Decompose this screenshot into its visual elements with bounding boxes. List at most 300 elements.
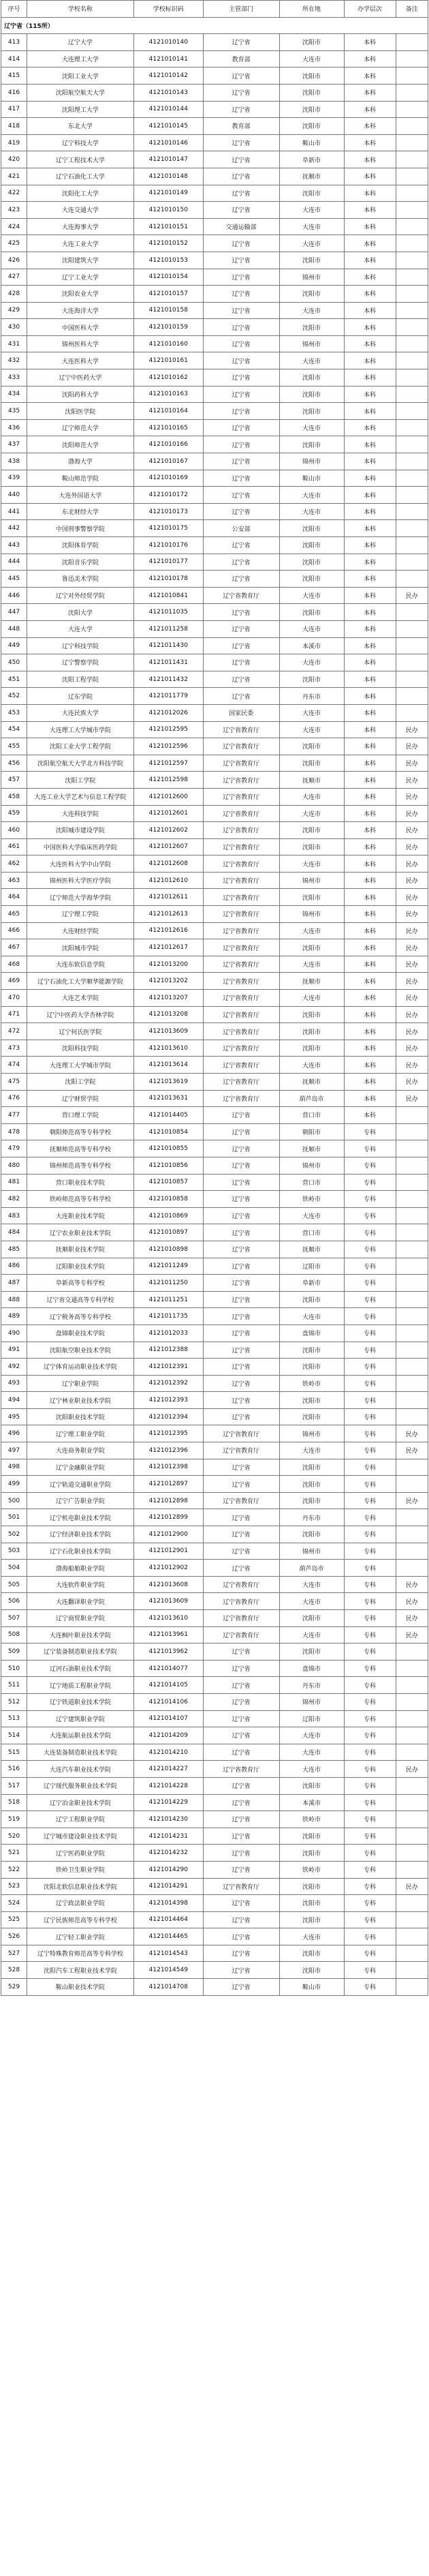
cell-school-code: 4121010159 — [133, 319, 203, 336]
cell-remark: 民办 — [396, 1023, 428, 1040]
header-department: 主管部门 — [203, 1, 279, 18]
cell-remark — [396, 1693, 428, 1710]
cell-school-name: 辽宁广告职业学院 — [27, 1492, 134, 1509]
table-row — [1, 1492, 428, 1509]
cell-level: 专科 — [344, 1911, 396, 1928]
cell-remark — [396, 1744, 428, 1761]
cell-school-name: 辽宁科技学院 — [27, 637, 134, 654]
cell-school-name: 大连艺术学院 — [27, 990, 134, 1007]
cell-remark — [396, 1928, 428, 1945]
cell-index: 422 — [1, 185, 27, 202]
cell-school-name: 沈阳工程学院 — [27, 671, 134, 688]
cell-department: 辽宁省 — [203, 1560, 279, 1577]
cell-department: 辽宁省教育厅 — [203, 1626, 279, 1643]
cell-location: 锦州市 — [279, 872, 344, 889]
cell-school-code: 4121012026 — [133, 704, 203, 721]
cell-remark — [396, 688, 428, 705]
cell-department: 辽宁省 — [203, 1811, 279, 1828]
cell-remark — [396, 335, 428, 352]
cell-location: 营口市 — [279, 1107, 344, 1124]
cell-location: 沈阳市 — [279, 319, 344, 336]
cell-location: 沈阳市 — [279, 889, 344, 906]
cell-department: 辽宁省 — [203, 470, 279, 487]
cell-index: 413 — [1, 34, 27, 51]
cell-department: 辽宁省 — [203, 1459, 279, 1476]
table-row — [1, 436, 428, 453]
cell-index: 450 — [1, 654, 27, 671]
cell-index: 500 — [1, 1492, 27, 1509]
cell-level: 专科 — [344, 1425, 396, 1442]
cell-department: 辽宁省 — [203, 1476, 279, 1493]
cell-department: 辽宁省教育厅 — [203, 1492, 279, 1509]
cell-level: 本科 — [344, 84, 396, 101]
cell-level: 专科 — [344, 1560, 396, 1577]
cell-school-code: 4121010147 — [133, 151, 203, 168]
cell-department: 辽宁省 — [203, 487, 279, 504]
cell-index: 494 — [1, 1392, 27, 1409]
cell-remark — [396, 1945, 428, 1962]
cell-level: 本科 — [344, 419, 396, 436]
cell-department: 辽宁省 — [203, 1308, 279, 1325]
cell-level: 专科 — [344, 1275, 396, 1292]
cell-level: 专科 — [344, 1693, 396, 1710]
cell-remark: 民办 — [396, 1878, 428, 1895]
cell-index: 473 — [1, 1040, 27, 1057]
cell-school-code: 4121010163 — [133, 386, 203, 403]
cell-level: 专科 — [344, 1459, 396, 1476]
cell-location: 葫芦岛市 — [279, 1560, 344, 1577]
table-row — [1, 1006, 428, 1023]
cell-index: 429 — [1, 302, 27, 319]
cell-school-name: 辽宁金融职业学院 — [27, 1459, 134, 1476]
cell-location: 盘锦市 — [279, 1324, 344, 1342]
cell-level: 本科 — [344, 151, 396, 168]
cell-school-code: 4121014290 — [133, 1861, 203, 1878]
cell-level: 专科 — [344, 1744, 396, 1761]
cell-location: 沈阳市 — [279, 939, 344, 956]
cell-school-code: 4121010150 — [133, 202, 203, 219]
cell-school-code: 4121013608 — [133, 1576, 203, 1593]
cell-school-code: 4121012595 — [133, 721, 203, 738]
cell-location: 沈阳市 — [279, 1911, 344, 1928]
cell-school-code: 4121013610 — [133, 1610, 203, 1627]
cell-school-code: 4121014227 — [133, 1761, 203, 1778]
cell-school-name: 辽宁机电职业技术学院 — [27, 1509, 134, 1526]
cell-index: 417 — [1, 101, 27, 118]
cell-level: 专科 — [344, 1174, 396, 1191]
table-row — [1, 1157, 428, 1174]
cell-remark — [396, 1677, 428, 1694]
table-row — [1, 637, 428, 654]
cell-location: 朝阳市 — [279, 1123, 344, 1140]
cell-school-code: 4121010177 — [133, 554, 203, 571]
cell-remark — [396, 1911, 428, 1928]
cell-school-code: 4121014077 — [133, 1660, 203, 1677]
cell-school-name: 沈阳航空职业技术学院 — [27, 1342, 134, 1359]
cell-school-code: 4121013609 — [133, 1593, 203, 1610]
cell-remark — [396, 1660, 428, 1677]
cell-department: 辽宁省 — [203, 537, 279, 554]
cell-school-name: 营口职业技术学院 — [27, 1174, 134, 1191]
cell-index: 438 — [1, 453, 27, 470]
cell-remark — [396, 34, 428, 51]
cell-location: 沈阳市 — [279, 1040, 344, 1057]
cell-level: 本科 — [344, 671, 396, 688]
cell-index: 433 — [1, 369, 27, 387]
table-row — [1, 1928, 428, 1945]
table-row — [1, 369, 428, 387]
cell-index: 514 — [1, 1727, 27, 1744]
cell-location: 大连市 — [279, 620, 344, 637]
cell-location: 锦州市 — [279, 453, 344, 470]
cell-remark — [396, 1560, 428, 1577]
table-row — [1, 1710, 428, 1727]
cell-department: 辽宁省 — [203, 235, 279, 252]
cell-school-name: 大连职业技术学院 — [27, 1207, 134, 1224]
cell-remark: 民办 — [396, 1576, 428, 1593]
cell-school-name: 辽宁农业职业技术学院 — [27, 1224, 134, 1241]
cell-school-name: 沈阳体育学院 — [27, 537, 134, 554]
cell-department: 辽宁省 — [203, 1828, 279, 1845]
cell-department: 辽宁省 — [203, 419, 279, 436]
cell-index: 498 — [1, 1459, 27, 1476]
cell-index: 468 — [1, 956, 27, 973]
cell-department: 辽宁省 — [203, 335, 279, 352]
cell-location: 营口市 — [279, 1174, 344, 1191]
cell-school-code: 4121012600 — [133, 788, 203, 805]
cell-remark — [396, 67, 428, 85]
cell-school-name: 辽宁商贸职业学院 — [27, 1610, 134, 1627]
cell-school-name: 鞍山职业技术学院 — [27, 1979, 134, 1996]
cell-remark: 民办 — [396, 1074, 428, 1091]
cell-location: 锦州市 — [279, 1425, 344, 1442]
cell-school-code: 4121010166 — [133, 436, 203, 453]
cell-index: 428 — [1, 286, 27, 303]
cell-index: 457 — [1, 772, 27, 789]
cell-school-name: 锦州师范高等专科学校 — [27, 1157, 134, 1174]
cell-remark — [396, 50, 428, 67]
cell-school-code: 4121010141 — [133, 50, 203, 67]
cell-location: 鞍山市 — [279, 134, 344, 151]
cell-remark — [396, 1476, 428, 1493]
table-row — [1, 721, 428, 738]
cell-school-code: 4121013207 — [133, 990, 203, 1007]
cell-school-code: 4121014210 — [133, 1744, 203, 1761]
cell-school-name: 沈阳工业大学工程学院 — [27, 738, 134, 755]
cell-index: 442 — [1, 520, 27, 537]
cell-school-name: 辽宁轻工职业学院 — [27, 1928, 134, 1945]
cell-remark — [396, 1710, 428, 1727]
cell-school-name: 辽宁冶金职业技术学院 — [27, 1794, 134, 1811]
cell-location: 沈阳市 — [279, 101, 344, 118]
cell-index: 445 — [1, 571, 27, 588]
cell-index: 472 — [1, 1023, 27, 1040]
cell-department: 辽宁省 — [203, 1710, 279, 1727]
table-row — [1, 939, 428, 956]
cell-school-code: 4121012607 — [133, 838, 203, 855]
cell-school-code: 4121010857 — [133, 1174, 203, 1191]
cell-school-code: 4121010151 — [133, 218, 203, 235]
cell-location: 阜新市 — [279, 151, 344, 168]
cell-department: 辽宁省 — [203, 637, 279, 654]
cell-level: 专科 — [344, 1359, 396, 1376]
cell-school-code: 4121014105 — [133, 1677, 203, 1694]
cell-location: 沈阳市 — [279, 755, 344, 772]
cell-level: 本科 — [344, 772, 396, 789]
cell-location: 抚顺市 — [279, 1140, 344, 1157]
table-row — [1, 872, 428, 889]
cell-school-name: 大连医科大学 — [27, 352, 134, 369]
cell-index: 448 — [1, 620, 27, 637]
cell-index: 451 — [1, 671, 27, 688]
cell-school-code: 4121011430 — [133, 637, 203, 654]
cell-location: 大连市 — [279, 218, 344, 235]
table-row — [1, 1895, 428, 1912]
cell-school-code: 4121012898 — [133, 1492, 203, 1509]
table-row — [1, 554, 428, 571]
table-row — [1, 1324, 428, 1342]
cell-remark — [396, 252, 428, 269]
cell-department: 辽宁省教育厅 — [203, 721, 279, 738]
table-row — [1, 1174, 428, 1191]
cell-index: 481 — [1, 1174, 27, 1191]
cell-school-code: 4121012902 — [133, 1560, 203, 1577]
cell-department: 辽宁省教育厅 — [203, 990, 279, 1007]
cell-location: 沈阳市 — [279, 34, 344, 51]
cell-school-name: 大连理工大学 — [27, 50, 134, 67]
cell-remark — [396, 1258, 428, 1275]
cell-school-code: 4121010841 — [133, 587, 203, 604]
cell-department: 辽宁省 — [203, 1526, 279, 1543]
cell-department: 辽宁省 — [203, 134, 279, 151]
cell-department: 辽宁省 — [203, 1241, 279, 1258]
cell-school-code: 4121010855 — [133, 1140, 203, 1157]
table-row — [1, 922, 428, 939]
cell-remark — [396, 386, 428, 403]
cell-level: 专科 — [344, 1861, 396, 1878]
cell-location: 锦州市 — [279, 906, 344, 923]
cell-level: 本科 — [344, 386, 396, 403]
cell-department: 辽宁省 — [203, 688, 279, 705]
cell-school-code: 4121011249 — [133, 1258, 203, 1275]
cell-department: 辽宁省 — [203, 671, 279, 688]
cell-school-name: 大连商务职业学院 — [27, 1442, 134, 1459]
cell-level: 本科 — [344, 1057, 396, 1074]
cell-index: 509 — [1, 1643, 27, 1661]
cell-location: 大连市 — [279, 1744, 344, 1761]
cell-index: 516 — [1, 1761, 27, 1778]
cell-school-code: 4121010145 — [133, 118, 203, 135]
cell-index: 421 — [1, 168, 27, 185]
cell-school-code: 4121010856 — [133, 1157, 203, 1174]
table-row — [1, 1408, 428, 1425]
cell-remark: 民办 — [396, 855, 428, 873]
cell-remark: 民办 — [396, 1610, 428, 1627]
cell-location: 大连市 — [279, 235, 344, 252]
cell-remark — [396, 1459, 428, 1476]
cell-index: 464 — [1, 889, 27, 906]
cell-remark — [396, 1342, 428, 1359]
cell-school-code: 4121010140 — [133, 34, 203, 51]
cell-location: 沈阳市 — [279, 1777, 344, 1794]
cell-remark — [396, 1107, 428, 1124]
cell-remark: 民办 — [396, 1040, 428, 1057]
cell-school-name: 沈阳航空航天大学 — [27, 84, 134, 101]
cell-school-code: 4121010897 — [133, 1224, 203, 1241]
cell-school-name: 大连工业大学 — [27, 235, 134, 252]
cell-remark: 民办 — [396, 939, 428, 956]
cell-location: 大连市 — [279, 352, 344, 369]
cell-level: 专科 — [344, 1610, 396, 1627]
cell-school-name: 铁岭师范高等专科学校 — [27, 1191, 134, 1208]
table-row — [1, 470, 428, 487]
cell-level: 专科 — [344, 1727, 396, 1744]
cell-school-code: 4121014549 — [133, 1962, 203, 1979]
table-row — [1, 352, 428, 369]
cell-school-code: 4121011258 — [133, 620, 203, 637]
cell-level: 专科 — [344, 1962, 396, 1979]
cell-index: 503 — [1, 1543, 27, 1560]
cell-index: 430 — [1, 319, 27, 336]
cell-index: 440 — [1, 487, 27, 504]
cell-index: 489 — [1, 1308, 27, 1325]
cell-remark — [396, 1509, 428, 1526]
cell-level: 本科 — [344, 34, 396, 51]
cell-level: 本科 — [344, 1006, 396, 1023]
cell-department: 辽宁省 — [203, 1509, 279, 1526]
cell-level: 本科 — [344, 1090, 396, 1107]
cell-school-code: 4121012616 — [133, 922, 203, 939]
cell-remark — [396, 1777, 428, 1794]
cell-remark: 民办 — [396, 973, 428, 990]
table-row — [1, 1207, 428, 1224]
cell-location: 大连市 — [279, 922, 344, 939]
table-row — [1, 1945, 428, 1962]
cell-remark — [396, 151, 428, 168]
cell-school-name: 辽宁师范大学 — [27, 419, 134, 436]
cell-school-name: 盘锦职业技术学院 — [27, 1324, 134, 1342]
cell-index: 528 — [1, 1962, 27, 1979]
cell-department: 辽宁省 — [203, 185, 279, 202]
cell-department: 辽宁省教育厅 — [203, 755, 279, 772]
cell-level: 本科 — [344, 118, 396, 135]
cell-school-code: 4121012602 — [133, 822, 203, 839]
cell-level: 本科 — [344, 1074, 396, 1091]
table-row — [1, 1878, 428, 1895]
table-row — [1, 1308, 428, 1325]
cell-level: 本科 — [344, 805, 396, 822]
cell-remark — [396, 1861, 428, 1878]
cell-index: 437 — [1, 436, 27, 453]
cell-level: 本科 — [344, 487, 396, 504]
cell-school-name: 大连理工大学城市学院 — [27, 1057, 134, 1074]
cell-department: 辽宁省教育厅 — [203, 1040, 279, 1057]
cell-school-name: 辽宁石油化工大学顺华能源学院 — [27, 973, 134, 990]
cell-school-name: 辽宁科技大学 — [27, 134, 134, 151]
table-row — [1, 1761, 428, 1778]
cell-index: 495 — [1, 1408, 27, 1425]
cell-school-name: 抚顺职业技术学院 — [27, 1241, 134, 1258]
cell-index: 490 — [1, 1324, 27, 1342]
cell-level: 专科 — [344, 1677, 396, 1694]
cell-index: 453 — [1, 704, 27, 721]
cell-school-code: 4121012897 — [133, 1476, 203, 1493]
cell-level: 专科 — [344, 1324, 396, 1342]
cell-remark — [396, 101, 428, 118]
cell-remark — [396, 554, 428, 571]
table-row — [1, 587, 428, 604]
cell-location: 丹东市 — [279, 688, 344, 705]
cell-department: 辽宁省 — [203, 1324, 279, 1342]
cell-remark: 民办 — [396, 990, 428, 1007]
cell-department: 辽宁省 — [203, 1408, 279, 1425]
cell-location: 沈阳市 — [279, 537, 344, 554]
cell-level: 本科 — [344, 889, 396, 906]
cell-school-code: 4121010158 — [133, 302, 203, 319]
cell-department: 辽宁省教育厅 — [203, 587, 279, 604]
cell-school-name: 沈阳化工大学 — [27, 185, 134, 202]
cell-level: 专科 — [344, 1509, 396, 1526]
cell-remark — [396, 118, 428, 135]
cell-school-code: 4121012608 — [133, 855, 203, 873]
cell-index: 447 — [1, 604, 27, 621]
cell-remark — [396, 1291, 428, 1308]
cell-school-name: 辽宁省交通高等专科学校 — [27, 1291, 134, 1308]
cell-school-code: 4121010164 — [133, 403, 203, 420]
cell-school-code: 4121010143 — [133, 84, 203, 101]
cell-remark: 民办 — [396, 906, 428, 923]
cell-department: 辽宁省 — [203, 620, 279, 637]
cell-index: 465 — [1, 906, 27, 923]
cell-remark: 民办 — [396, 721, 428, 738]
cell-level: 本科 — [344, 604, 396, 621]
cell-department: 辽宁省 — [203, 1191, 279, 1208]
cell-department: 辽宁省教育厅 — [203, 788, 279, 805]
cell-location: 锦州市 — [279, 1543, 344, 1560]
table-row — [1, 1811, 428, 1828]
cell-index: 512 — [1, 1693, 27, 1710]
cell-school-name: 中国医科大学 — [27, 319, 134, 336]
cell-department: 交通运输部 — [203, 218, 279, 235]
table-row — [1, 319, 428, 336]
cell-level: 本科 — [344, 302, 396, 319]
cell-index: 414 — [1, 50, 27, 67]
table-row — [1, 1626, 428, 1643]
table-row — [1, 822, 428, 839]
cell-remark — [396, 218, 428, 235]
cell-remark: 民办 — [396, 805, 428, 822]
cell-school-code: 4121014291 — [133, 1878, 203, 1895]
cell-location: 大连市 — [279, 503, 344, 520]
cell-level: 专科 — [344, 1945, 396, 1962]
table-row — [1, 34, 428, 51]
cell-school-name: 抚顺师范高等专科学校 — [27, 1140, 134, 1157]
cell-school-code: 4121012598 — [133, 772, 203, 789]
cell-school-name: 辽宁轨道交通职业学院 — [27, 1476, 134, 1493]
cell-index: 470 — [1, 990, 27, 1007]
cell-location: 大连市 — [279, 50, 344, 67]
cell-remark — [396, 403, 428, 420]
cell-department: 辽宁省 — [203, 604, 279, 621]
cell-location: 沈阳市 — [279, 1895, 344, 1912]
cell-remark — [396, 134, 428, 151]
cell-department: 教育部 — [203, 118, 279, 135]
cell-remark: 民办 — [396, 1442, 428, 1459]
cell-level: 本科 — [344, 453, 396, 470]
cell-school-code: 4121012393 — [133, 1392, 203, 1409]
cell-location: 大连市 — [279, 487, 344, 504]
cell-remark — [396, 1962, 428, 1979]
